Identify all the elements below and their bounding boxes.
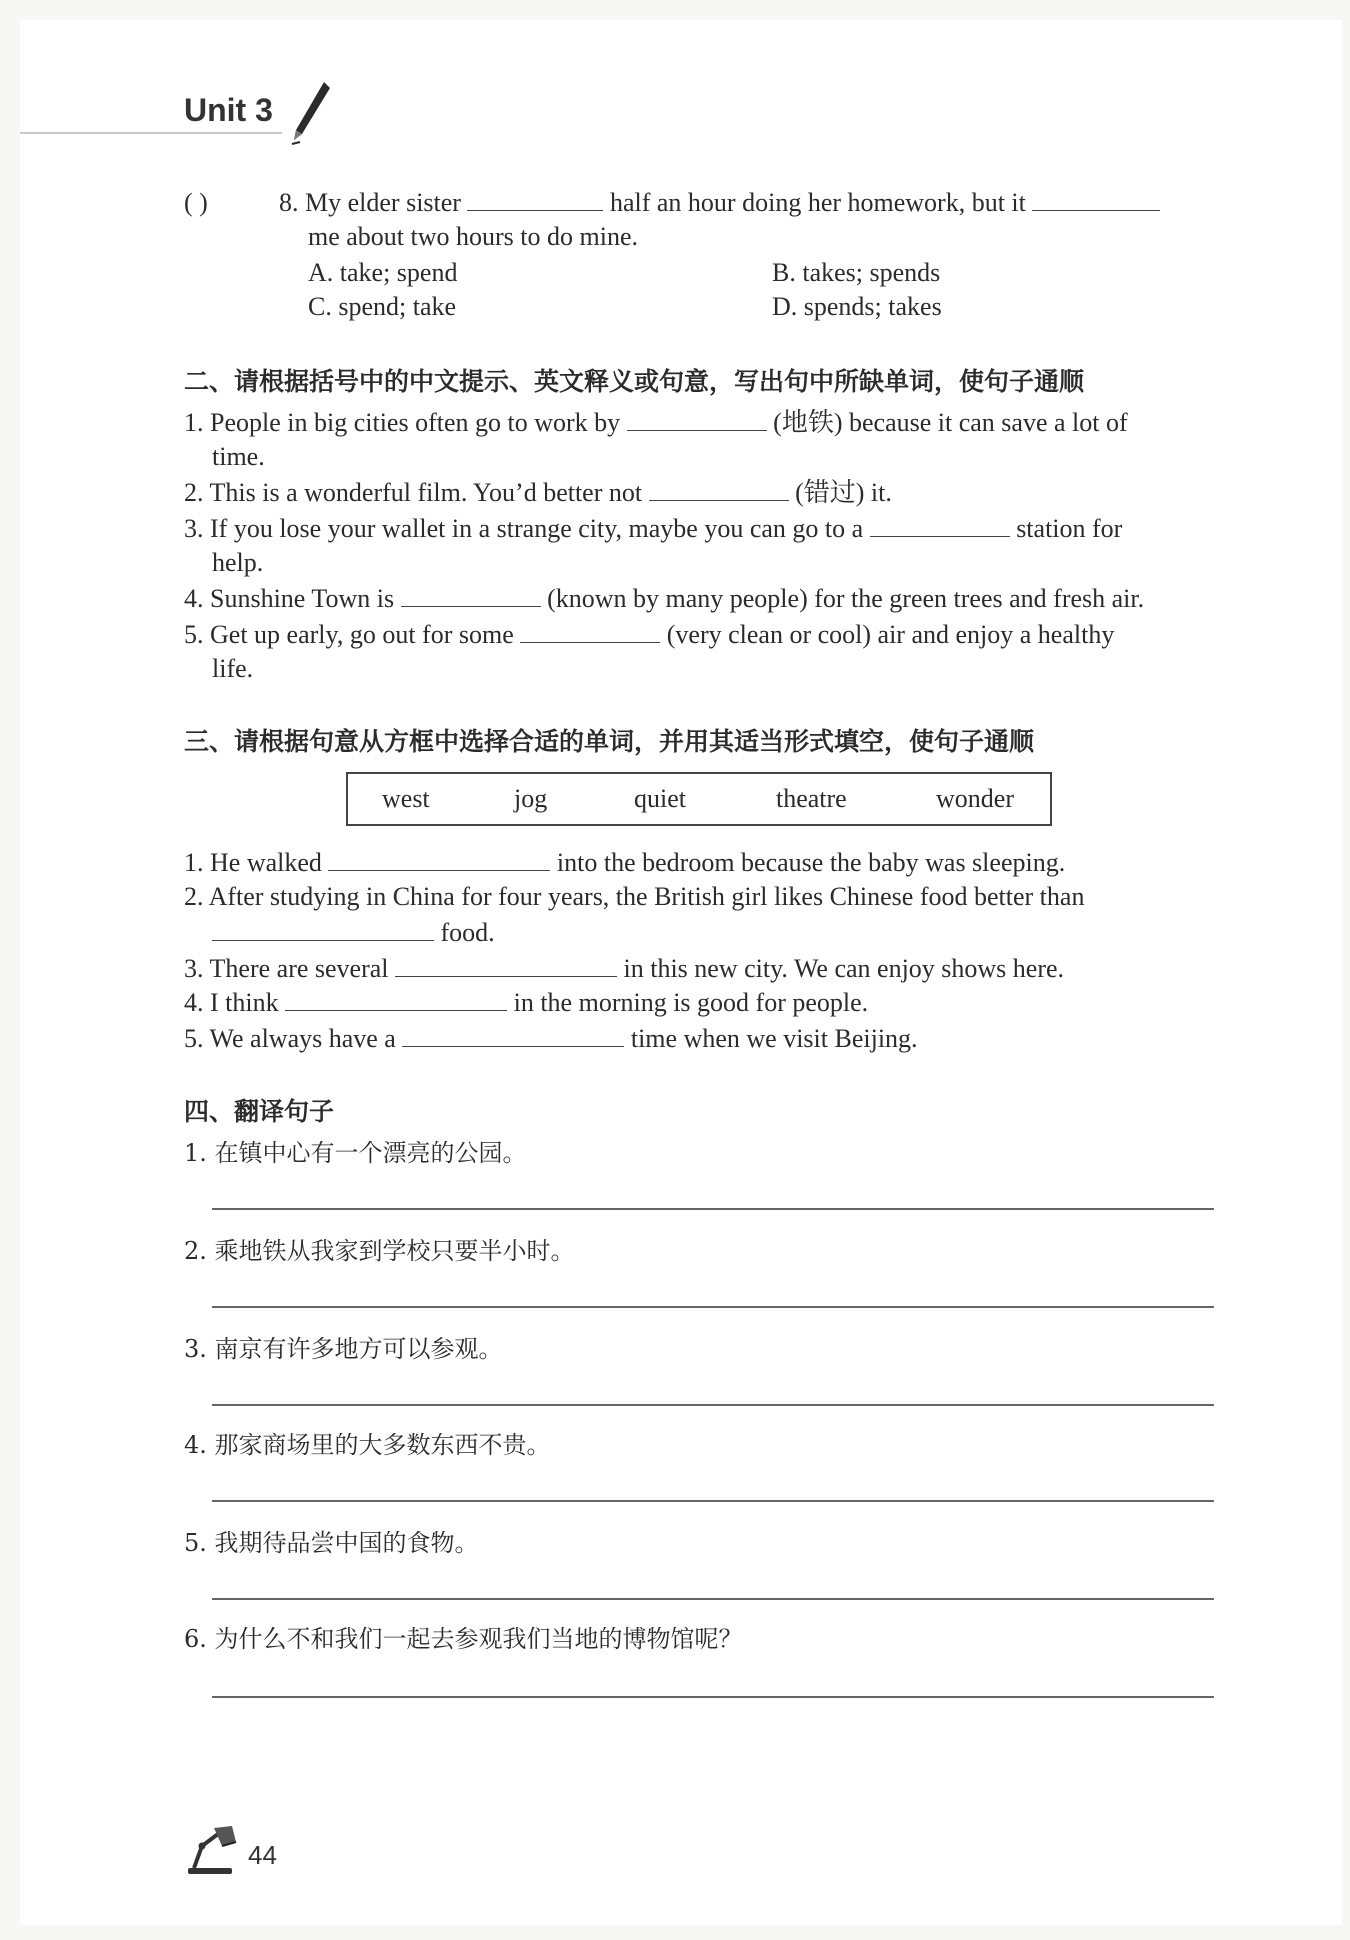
q8-blank-1[interactable] bbox=[467, 188, 603, 211]
q8-option-c[interactable]: C. spend; take bbox=[308, 292, 457, 321]
s2-item-3-cont: help. bbox=[212, 548, 264, 577]
s2-item-3-blank[interactable] bbox=[870, 514, 1010, 537]
s3-item-3-text-b: in this new city. We can enjoy shows here. bbox=[623, 954, 1065, 983]
word-wonder: wonder bbox=[936, 784, 1014, 813]
q8-option-d[interactable]: D. spends; takes bbox=[772, 292, 942, 321]
s3-item-1-blank[interactable] bbox=[328, 848, 550, 871]
s2-item-4 bbox=[184, 582, 1144, 616]
s2-item-2-blank[interactable] bbox=[649, 478, 789, 501]
s3-item-4-text-a: 4. I think bbox=[184, 988, 279, 1017]
s3-item-3-blank[interactable] bbox=[395, 954, 617, 977]
page-number: 44 bbox=[248, 1840, 277, 1870]
s3-item-5-text-a: 5. We always have a bbox=[184, 1024, 396, 1053]
s2-item-3-text-b: station for bbox=[1016, 514, 1123, 543]
s3-item-5 bbox=[184, 1022, 918, 1056]
word-quiet: quiet bbox=[634, 784, 686, 813]
s2-item-5 bbox=[184, 618, 1114, 652]
s3-item-4 bbox=[184, 986, 868, 1020]
s3-item-3-text-a: 3. There are several bbox=[184, 954, 389, 983]
q8-line1-b: half an hour doing her homework, but it bbox=[609, 188, 1026, 217]
s3-item-3 bbox=[184, 952, 1064, 986]
s2-item-3-text-a: 3. If you lose your wallet in a strange city, maybe you can go to a bbox=[184, 514, 864, 543]
s3-item-4-text-b: in the morning is good for people. bbox=[513, 988, 869, 1017]
s4-item-5: 5. 我期待品尝中国的食物。 bbox=[184, 1529, 479, 1557]
s3-item-1-text-a: 1. He walked bbox=[184, 848, 322, 877]
s2-item-1-blank[interactable] bbox=[627, 408, 767, 431]
q8-bracket: ( ) bbox=[184, 188, 208, 217]
s2-item-5-cont: life. bbox=[212, 654, 254, 683]
s2-item-4-blank[interactable] bbox=[401, 584, 541, 607]
s4-answer-line-6[interactable] bbox=[212, 1696, 1214, 1698]
s2-item-5-blank[interactable] bbox=[520, 620, 660, 643]
lamp-icon bbox=[184, 1824, 242, 1876]
q8-option-b[interactable]: B. takes; spends bbox=[772, 258, 941, 287]
s3-item-5-text-b: time when we visit Beijing. bbox=[630, 1024, 918, 1053]
section3-title: 三、请根据句意从方框中选择合适的单词，并用其适当形式填空，使句子通顺 bbox=[184, 727, 1035, 756]
s4-answer-line-1[interactable] bbox=[212, 1208, 1214, 1210]
s4-answer-line-4[interactable] bbox=[212, 1500, 1214, 1502]
s3-item-2-cont bbox=[212, 916, 495, 950]
section2-title: 二、请根据括号中的中文提示、英文释义或句意，写出句中所缺单词，使句子通顺 bbox=[184, 367, 1085, 396]
s4-item-6: 6. 为什么不和我们一起去参观我们当地的博物馆呢？ bbox=[184, 1625, 743, 1653]
s4-item-2: 2. 乘地铁从我家到学校只要半小时。 bbox=[184, 1237, 575, 1265]
s2-item-2 bbox=[184, 476, 892, 510]
word-jog: jog bbox=[514, 784, 548, 813]
q8-line2: me about two hours to do mine. bbox=[308, 222, 639, 251]
s2-item-4-text-b: (known by many people) for the green trees and fresh air. bbox=[547, 584, 1145, 613]
s3-item-5-blank[interactable] bbox=[402, 1024, 624, 1047]
s2-item-4-text-a: 4. Sunshine Town is bbox=[184, 584, 395, 613]
s2-item-1-cont: time. bbox=[212, 442, 265, 471]
s3-item-1 bbox=[184, 846, 1065, 880]
s3-item-4-blank[interactable] bbox=[285, 988, 507, 1011]
s2-item-3 bbox=[184, 512, 1122, 546]
s4-answer-line-5[interactable] bbox=[212, 1598, 1214, 1600]
s2-item-5-text-b: (very clean or cool) air and enjoy a healthy bbox=[666, 620, 1115, 649]
s2-item-2-text-a: 2. This is a wonderful film. You’d better not bbox=[184, 478, 643, 507]
s3-item-1-text-b: into the bedroom because the baby was sleeping. bbox=[556, 848, 1066, 877]
header-rule bbox=[20, 132, 282, 134]
s2-item-1-text-a: 1. People in big cities often go to work by bbox=[184, 408, 621, 437]
s4-answer-line-3[interactable] bbox=[212, 1404, 1214, 1406]
s4-item-1: 1. 在镇中心有一个漂亮的公园。 bbox=[184, 1139, 527, 1167]
s2-item-2-text-b: (错过) it. bbox=[795, 478, 892, 507]
s4-answer-line-2[interactable] bbox=[212, 1306, 1214, 1308]
q8-blank-2[interactable] bbox=[1032, 188, 1160, 211]
word-theatre: theatre bbox=[776, 784, 847, 813]
pen-icon bbox=[288, 80, 332, 148]
section4-title: 四、翻译句子 bbox=[184, 1097, 335, 1126]
s2-item-1-text-b: (地铁) because it can save a lot of bbox=[773, 408, 1128, 437]
s3-item-2-blank[interactable] bbox=[212, 918, 434, 941]
s4-item-3: 3. 南京有许多地方可以参观。 bbox=[184, 1335, 503, 1363]
word-box bbox=[346, 772, 1052, 826]
s3-item-2: 2. After studying in China for four years, the British girl likes Chinese food better than bbox=[184, 882, 1085, 911]
s4-item-4: 4. 那家商场里的大多数东西不贵。 bbox=[184, 1431, 551, 1459]
word-west: west bbox=[382, 784, 430, 813]
s3-item-2-text-c: food. bbox=[440, 918, 495, 947]
unit-title: Unit 3 bbox=[184, 92, 273, 128]
s2-item-5-text-a: 5. Get up early, go out for some bbox=[184, 620, 514, 649]
q8-line1 bbox=[279, 186, 1160, 220]
q8-option-a[interactable]: A. take; spend bbox=[308, 258, 458, 287]
s2-item-1 bbox=[184, 406, 1128, 440]
q8-line1-a: 8. My elder sister bbox=[279, 188, 461, 217]
